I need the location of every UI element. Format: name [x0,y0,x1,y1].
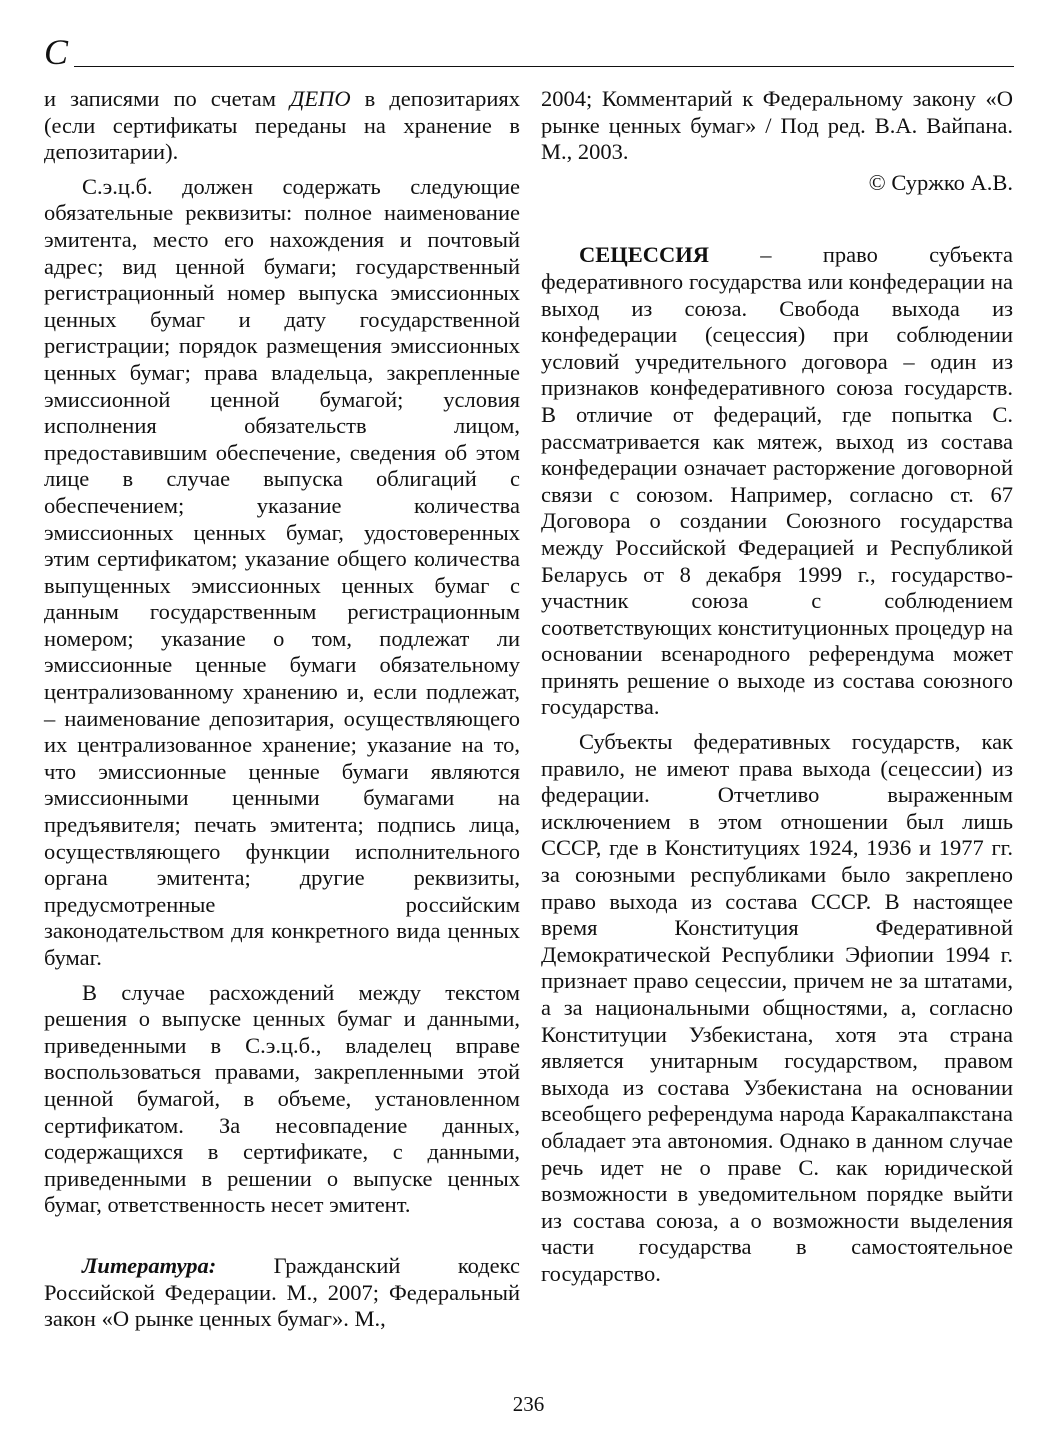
entry-headword: СЕЦЕССИЯ [579,242,710,268]
literature-paragraph [44,1253,520,1333]
federal-subjects-paragraph: Субъекты федеративных государств, как правило, не имеют права выхода (сецессии) из федерации. Отчетливо выраженным исключением в этом отношении был лишь СССР, где в Конституциях 1924, 1936 и 1977 гг. за союзными республиками было закреплено право выхода из состава СССР. В настоящее время Конституция Федеративной Демократической Республики Эфиопии 1994 г. признает право сецессии, причем не за штатами, а за национальными общностями, а, согласно Конституции Узбекистана, хотя эта страна является унитарным государством, правом выхода из состава Узбекистана на основании всеобщего референдума народа Каракалпакстана обладает эта автономия. Однако в данном случае речь идет не о праве С. как юридической возможности в уведомительном порядке выйти из состава союза, а о возможности выделения части государства в самостоятельное государство. [541,729,1013,1286]
page-number: 236 [512,1392,545,1416]
continued-paragraph [44,86,520,166]
entry-definition: – право субъекта федеративного государства или конфедерации на выход из союза. Свобода выхода из конфедерации (сецессия) при соблюдении условий учредительного договора – один из признаков конфедеративного союза государств. В отличие от федераций, где попытка С. рассматривается как мятеж, выход из состава конфедерации означает расторжение договорной связи с союзом. Например, согласно ст. 67 Договора о создании Союзного государства между Российской Федерацией и Республикой Беларусь от 8 декабря 1999 г., государство-участник союза с соблюдением соответствующих конституционных процедур на основании всенародного референдума может принять решение о выходе из состава союзного государства. [541,242,1013,720]
running-head-rule [74,66,1014,67]
depo-term: ДЕПО [290,86,351,111]
literature-text: Гражданский кодекс Российской Федерации. М., 2007; Федеральный закон «О рынке ценных бумаг». М., [44,1252,520,1332]
literature-label: Литература: [82,1252,217,1278]
requisites-paragraph: С.э.ц.б. должен содержать следующие обязательные реквизиты: полное наименование эмитента, место его нахождения и почтовый адрес; вид ценной бумаги; государственный регистрационный номер выпуска эмиссионных ценных бумаг и дату государственной регистрации; порядок размещения эмиссионных ценных бумаг; права владельца, закрепленные эмиссионной ценной бумагой; условия исполнения обязательств лицом, предоставившим обеспечение, сведения об этом лице в случае выпуска облигаций с обеспечением; указание количества эмиссионных ценных бумаг, удостоверенных этим сертификатом; указание общего количества выпущенных эмиссионных ценных бумаг с данным государственным регистрационным номером; указание о том, подлежат ли эмиссионные ценные бумаги обязательному централизованному хранению и, если подлежат, – наименование депозитария, осуществляющего их централизованное хранение; указание на то, что эмиссионные ценные бумаги являются эмиссионными ценными бумагами на предъявителя; печать эмитента; подпись лица, осуществляющего функции исполнительного органа эмитента; другие реквизиты, предусмотренные российским законодательством для конкретного вида ценных бумаг. [44,173,520,970]
running-head [44,30,1014,72]
continued-text-end: в депозитариях (если сертификаты переданы на хранение в депозитарии). [44,86,521,165]
left-column [44,86,520,1333]
author-signature: © Суржко А.В. [868,169,1013,195]
discrepancy-paragraph: В случае расхождений между текстом решения о выпуске ценных бумаг и данными, приведенными в С.э.ц.б., владелец вправе воспользоваться правами, закрепленными этой ценной бумагой, в объеме, установленном сертификатом. За несовпадение данных, содержащихся в сертификате, с данными, приведенными в решении о выпуске ценных бумаг, ответственность несет эмитент. [44,979,520,1218]
literature-continuation: 2004; Комментарий к Федеральному закону «О рынке ценных бумаг» / Под ред. В.А. Вайпана. М., 2003. [541,86,1013,165]
running-head-letter: С [44,32,69,72]
secession-entry-paragraph [541,242,1013,721]
continued-text-start: и записями по счетам [44,86,291,111]
right-column [541,86,1013,1288]
